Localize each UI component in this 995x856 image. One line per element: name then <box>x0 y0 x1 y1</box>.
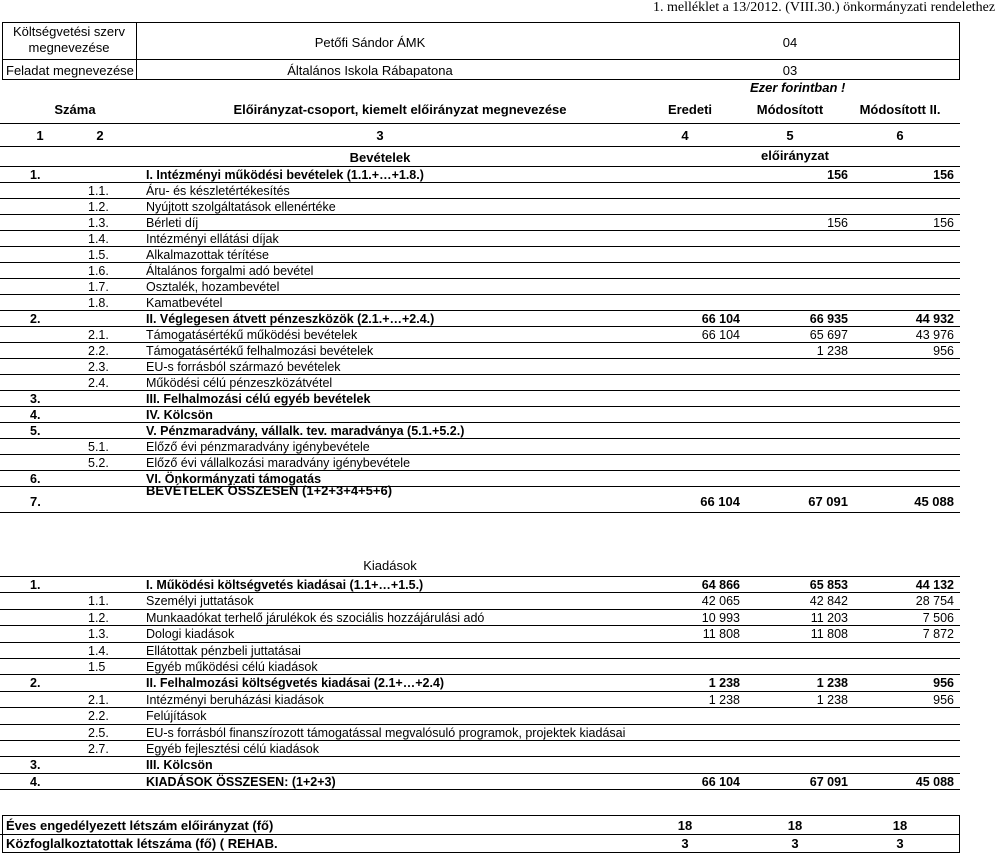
col-num-6: 6 <box>896 128 904 143</box>
income-total-v1: 66 104 <box>700 494 740 509</box>
row-eredeti: 1 238 <box>708 676 740 691</box>
staff-modositott: 18 <box>787 818 803 833</box>
org-label: Költségvetési szerv megnevezése <box>13 24 125 55</box>
eloiranyzat-label: előirányzat <box>761 148 829 163</box>
row-eredeti: 10 993 <box>701 610 740 625</box>
row-subnum: 2.2. <box>88 709 109 724</box>
income-row <box>0 199 960 215</box>
row-label: Munkaadókat terhelő járulékok és szociális hozzájárulási adó <box>146 610 485 625</box>
row-label: Intézményi beruházási kiadások <box>146 692 324 707</box>
row-num: 4. <box>30 408 41 422</box>
income-row <box>0 215 960 231</box>
row-subnum: 1.1. <box>88 594 109 609</box>
row-num: 2. <box>30 676 41 691</box>
expense-row <box>0 725 960 741</box>
col-num-4: 4 <box>681 128 689 143</box>
row-num: 3. <box>30 392 41 406</box>
row-num: 1. <box>30 578 41 592</box>
row-num: 6. <box>30 472 41 486</box>
row-subnum: 1.3. <box>88 627 109 642</box>
row-label: IV. Kölcsön <box>146 408 213 422</box>
row-eredeti: 66 104 <box>701 328 740 342</box>
income-row <box>0 295 960 311</box>
income-row <box>0 423 960 439</box>
expense-row <box>0 741 960 757</box>
income-row <box>0 359 960 375</box>
row-modositott2: 45 088 <box>915 774 954 789</box>
row-eredeti: 64 866 <box>701 578 740 592</box>
row-modositott2: 156 <box>933 216 954 230</box>
row-label: III. Felhalmozási célú egyéb bevételek <box>146 392 371 406</box>
row-label: VI. Önkormányzati támogatás <box>146 472 322 486</box>
row-label: Felújítások <box>146 709 207 724</box>
expense-row <box>0 692 960 708</box>
row-subnum: 1.1. <box>88 184 109 198</box>
income-row <box>0 327 960 343</box>
row-subnum: 1.2. <box>88 610 109 625</box>
row-subnum: 1.5 <box>88 660 106 674</box>
income-total-v2: 67 091 <box>808 494 848 509</box>
row-modositott2: 156 <box>933 168 954 182</box>
income-total-num: 7. <box>30 494 41 509</box>
row-modositott: 11 808 <box>810 627 848 642</box>
row-num: 2. <box>30 312 41 326</box>
row-modositott: 65 853 <box>809 578 848 592</box>
row-label: Áru- és készletértékesítés <box>146 184 290 198</box>
unit-note: Ezer forintban ! <box>750 80 846 95</box>
income-row <box>0 263 960 279</box>
expense-row <box>0 626 960 642</box>
row-eredeti: 1 238 <box>708 692 740 707</box>
row-label: Ellátottak pénzbeli juttatásai <box>146 643 301 658</box>
row-label: II. Felhalmozási költségvetés kiadásai (2.1+…+2.4) <box>146 676 445 691</box>
task-code: 03 <box>782 63 798 78</box>
col-modositott: Módosított <box>756 102 824 117</box>
row-modositott: 11 203 <box>810 610 848 625</box>
staff-eredeti: 18 <box>677 818 693 833</box>
row-label: Működési célú pénzeszközátvétel <box>146 376 333 390</box>
row-label: Előző évi vállalkozási maradvány igénybevétele <box>146 456 411 470</box>
income-row <box>0 167 960 183</box>
staff-row <box>0 835 960 851</box>
row-modositott2: 28 754 <box>915 594 954 609</box>
income-row <box>0 471 960 487</box>
row-num: 1. <box>30 168 41 182</box>
row-label: Intézményi ellátási díjak <box>146 232 279 246</box>
row-subnum: 1.6. <box>88 264 109 278</box>
income-total-v3: 45 088 <box>914 494 954 509</box>
row-modositott2: 44 932 <box>915 312 954 326</box>
row-label: Kamatbevétel <box>146 296 223 310</box>
expense-row <box>0 774 960 790</box>
col-num-2: 2 <box>96 128 104 143</box>
row-eredeti: 42 065 <box>701 594 740 609</box>
row-modositott2: 7 506 <box>922 610 954 625</box>
row-modositott2: 7 872 <box>922 627 954 642</box>
income-row <box>0 343 960 359</box>
row-label: V. Pénzmaradvány, vállalk. tev. maradványa (5.1.+5.2.) <box>146 424 465 438</box>
section-kiadasok: Kiadások <box>363 558 417 573</box>
row-label: Személyi juttatások <box>146 594 254 609</box>
row-modositott: 66 935 <box>809 312 848 326</box>
row-subnum: 1.4. <box>88 643 109 658</box>
row-subnum: 2.7. <box>88 742 109 756</box>
staff-eredeti: 3 <box>681 836 689 851</box>
income-row <box>0 231 960 247</box>
section-bevetelek: Bevételek <box>349 150 411 165</box>
row-subnum: 1.8. <box>88 296 109 310</box>
expense-row <box>0 659 960 675</box>
row-label: EU-s forrásból származó bevételek <box>146 360 341 374</box>
row-label: Alkalmazottak térítése <box>146 248 269 262</box>
row-subnum: 1.3. <box>88 216 109 230</box>
row-label: EU-s forrásból finanszírozott támogatással megvalósuló programok, projektek kiadásai <box>146 725 626 740</box>
row-subnum: 1.2. <box>88 200 109 214</box>
row-subnum: 5.2. <box>88 456 109 470</box>
row-modositott2: 956 <box>933 344 954 358</box>
row-subnum: 2.3. <box>88 360 109 374</box>
income-row <box>0 247 960 263</box>
row-num: 4. <box>30 774 41 789</box>
org-name: Petőfi Sándor ÁMK <box>314 35 426 50</box>
income-row <box>0 279 960 295</box>
row-label: Előző évi pénzmaradvány igénybevétele <box>146 440 370 454</box>
row-label: Bérleti díj <box>146 216 199 230</box>
staff-modositott: 3 <box>791 836 799 851</box>
row-modositott2: 956 <box>933 676 954 691</box>
org-code: 04 <box>782 35 798 50</box>
row-label: II. Véglegesen átvett pénzeszközök (2.1.+…+2.4.) <box>146 312 435 326</box>
expense-row <box>0 577 960 593</box>
row-subnum: 5.1. <box>88 440 109 454</box>
row-label: III. Kölcsön <box>146 758 213 773</box>
income-row <box>0 455 960 471</box>
row-label: Egyéb fejlesztési célú kiadások <box>146 742 320 756</box>
income-row <box>0 439 960 455</box>
row-modositott: 1 238 <box>816 344 848 358</box>
row-label: Nyújtott szolgáltatások ellenértéke <box>146 200 336 214</box>
row-num: 3. <box>30 758 41 773</box>
row-subnum: 1.4. <box>88 232 109 246</box>
staff-label: Éves engedélyezett létszám előirányzat (fő) <box>6 818 274 833</box>
row-label: KIADÁSOK ÖSSZESEN: (1+2+3) <box>146 774 336 789</box>
task-label: Feladat megnevezése <box>6 63 134 78</box>
row-modositott: 1 238 <box>816 692 848 707</box>
row-subnum: 2.1. <box>88 328 109 342</box>
row-modositott2: 43 976 <box>915 328 954 342</box>
expense-row <box>0 593 960 609</box>
col-num-5: 5 <box>786 128 794 143</box>
row-eredeti: 11 808 <box>702 627 740 642</box>
row-modositott: 156 <box>827 216 848 230</box>
income-row <box>0 391 960 407</box>
row-subnum: 1.5. <box>88 248 109 262</box>
expense-row <box>0 675 960 691</box>
col-szama: Száma <box>54 102 96 117</box>
staff-modositott2: 3 <box>896 836 904 851</box>
row-modositott2: 44 132 <box>915 578 954 592</box>
income-row <box>0 311 960 327</box>
row-label: Általános forgalmi adó bevétel <box>146 264 314 278</box>
row-modositott: 1 238 <box>816 676 848 691</box>
income-row <box>0 375 960 391</box>
row-label: Osztalék, hozambevétel <box>146 280 280 294</box>
row-label: Támogatásértékű működési bevételek <box>146 328 358 342</box>
income-total-label: BEVÉTELEK ÖSSZESEN (1+2+3+4+5+6) <box>146 483 393 498</box>
row-label: Támogatásértékű felhalmozási bevételek <box>146 344 374 358</box>
expense-row <box>0 708 960 724</box>
row-label: Egyéb működési célú kiadások <box>146 660 318 674</box>
row-label: I. Működési költségvetés kiadásai (1.1+…+1.5.) <box>146 578 424 592</box>
col-eredeti: Eredeti <box>667 102 713 117</box>
expense-row <box>0 643 960 659</box>
col-group: Előirányzat-csoport, kiemelt előirányzat megnevezése <box>233 102 567 117</box>
staff-modositott2: 18 <box>892 818 908 833</box>
row-modositott: 65 697 <box>809 328 848 342</box>
income-row <box>0 407 960 423</box>
row-eredeti: 66 104 <box>701 312 740 326</box>
row-subnum: 2.5. <box>88 725 109 740</box>
expense-row <box>0 757 960 773</box>
row-eredeti: 66 104 <box>701 774 740 789</box>
row-modositott: 42 842 <box>809 594 848 609</box>
regulation-note: 1. melléklet a 13/2012. (VIII.30.) önkormányzati rendelethez <box>653 0 995 15</box>
staff-label: Közfoglalkoztatottak létszáma (fő) ( REHAB. <box>6 836 278 851</box>
staff-row <box>0 817 960 833</box>
row-subnum: 2.2. <box>88 344 109 358</box>
row-label: Dologi kiadások <box>146 627 235 642</box>
row-num: 5. <box>30 424 41 438</box>
task-name: Általános Iskola Rábapatona <box>287 63 453 78</box>
row-subnum: 1.7. <box>88 280 109 294</box>
row-modositott: 156 <box>827 168 848 182</box>
row-modositott: 67 091 <box>809 774 848 789</box>
row-label: I. Intézményi működési bevételek (1.1.+…+1.8.) <box>146 168 424 182</box>
row-subnum: 2.4. <box>88 376 109 390</box>
row-subnum: 2.1. <box>88 692 109 707</box>
col-num-3: 3 <box>376 128 384 143</box>
income-row <box>0 183 960 199</box>
col-modositott2: Módosított II. <box>859 102 941 117</box>
row-modositott2: 956 <box>933 692 954 707</box>
col-num-1: 1 <box>36 128 44 143</box>
expense-row <box>0 610 960 626</box>
